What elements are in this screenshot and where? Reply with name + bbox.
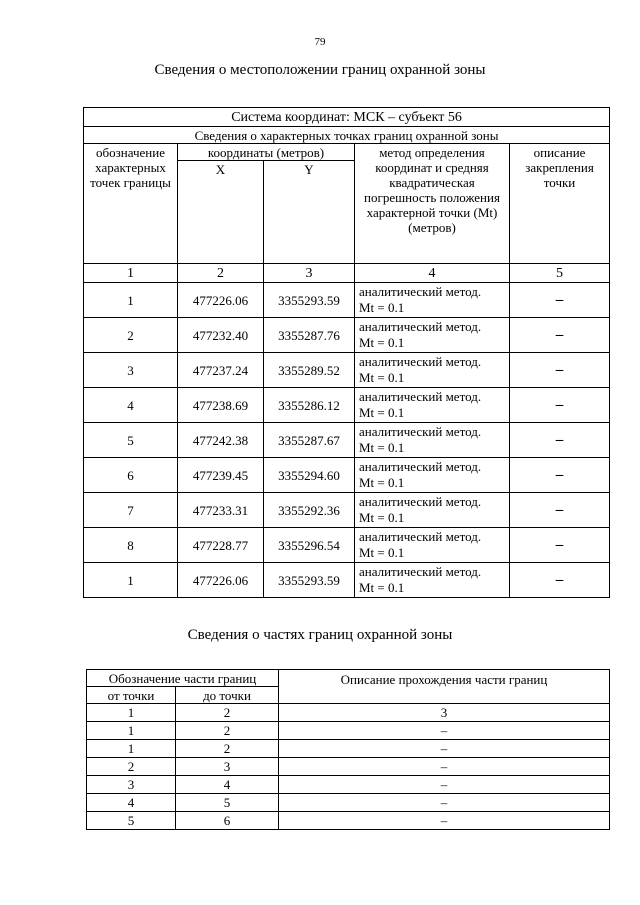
to-cell: 3: [176, 758, 279, 776]
x-cell: 477232.40: [178, 318, 264, 353]
point-cell: 8: [84, 528, 178, 563]
table-row: [84, 458, 610, 493]
y-cell: 3355286.12: [264, 388, 355, 423]
index-cell: 2: [178, 264, 264, 283]
method-accuracy: Mt = 0.1: [359, 370, 405, 385]
part-description-cell: –: [279, 758, 610, 776]
to-cell: 5: [176, 794, 279, 812]
x-cell: 477242.38: [178, 423, 264, 458]
from-cell: 5: [87, 812, 176, 830]
x-cell: 477239.45: [178, 458, 264, 493]
method-text: аналитический метод.: [359, 459, 482, 474]
method-accuracy: Mt = 0.1: [359, 510, 405, 525]
y-cell: 3355292.36: [264, 493, 355, 528]
method-text: аналитический метод.: [359, 564, 482, 579]
part-description-cell: –: [279, 740, 610, 758]
column-index-row: [87, 704, 610, 722]
section-heading-parts: Сведения о частях границ охранной зоны: [187, 627, 453, 643]
method-cell: [355, 388, 510, 423]
x-cell: 477226.06: [178, 283, 264, 318]
part-description-header: Описание прохождения части границ: [279, 670, 610, 704]
method-cell: [355, 528, 510, 563]
to-cell: 2: [176, 740, 279, 758]
index-cell: 1: [84, 264, 178, 283]
point-cell: 3: [84, 353, 178, 388]
x-cell: 477238.69: [178, 388, 264, 423]
column-index-row: [84, 264, 610, 283]
table-row: [84, 353, 610, 388]
method-header: метод определения координат и средняя квадратическая погрешность положения характерной точки (Mt) (метров): [355, 144, 510, 264]
x-header: X: [178, 161, 264, 264]
points-title-cell: Сведения о характерных точках границ охранной зоны: [84, 127, 610, 144]
to-cell: 2: [176, 722, 279, 740]
index-cell: 2: [176, 704, 279, 722]
table-row: [84, 318, 610, 353]
x-cell: 477228.77: [178, 528, 264, 563]
point-cell: 2: [84, 318, 178, 353]
description-cell: –: [510, 458, 610, 493]
description-cell: –: [510, 283, 610, 318]
description-cell: –: [510, 353, 610, 388]
method-cell: [355, 563, 510, 598]
table-row: [84, 528, 610, 563]
method-accuracy: Mt = 0.1: [359, 545, 405, 560]
table-row: [87, 740, 610, 758]
from-cell: 1: [87, 740, 176, 758]
method-text: аналитический метод.: [359, 529, 482, 544]
method-accuracy: Mt = 0.1: [359, 580, 405, 595]
method-text: аналитический метод.: [359, 319, 482, 334]
table-row: [84, 493, 610, 528]
table-row: [87, 722, 610, 740]
y-cell: 3355294.60: [264, 458, 355, 493]
from-point-header: от точки: [87, 687, 176, 704]
boundary-parts-table: [86, 669, 610, 830]
method-accuracy: Mt = 0.1: [359, 475, 405, 490]
description-cell: –: [510, 493, 610, 528]
part-description-cell: –: [279, 776, 610, 794]
method-text: аналитический метод.: [359, 284, 482, 299]
method-accuracy: Mt = 0.1: [359, 440, 405, 455]
table-row: [84, 388, 610, 423]
from-cell: 2: [87, 758, 176, 776]
from-cell: 3: [87, 776, 176, 794]
x-cell: 477226.06: [178, 563, 264, 598]
method-cell: [355, 318, 510, 353]
y-cell: 3355296.54: [264, 528, 355, 563]
index-cell: 3: [279, 704, 610, 722]
method-cell: [355, 493, 510, 528]
point-cell: 1: [84, 563, 178, 598]
description-cell: –: [510, 423, 610, 458]
to-point-header: до точки: [176, 687, 279, 704]
part-description-cell: –: [279, 794, 610, 812]
method-accuracy: Mt = 0.1: [359, 405, 405, 420]
from-cell: 1: [87, 722, 176, 740]
from-cell: 4: [87, 794, 176, 812]
method-cell: [355, 283, 510, 318]
method-text: аналитический метод.: [359, 389, 482, 404]
y-cell: 3355289.52: [264, 353, 355, 388]
table-row: [87, 812, 610, 830]
y-cell: 3355293.59: [264, 283, 355, 318]
coordinate-system-cell: Система координат: МСК – субъект 56: [84, 108, 610, 127]
page-number: 79: [314, 36, 326, 48]
method-cell: [355, 353, 510, 388]
x-cell: 477237.24: [178, 353, 264, 388]
table-row: [84, 283, 610, 318]
method-text: аналитический метод.: [359, 354, 482, 369]
description-cell: –: [510, 318, 610, 353]
index-cell: 3: [264, 264, 355, 283]
index-cell: 1: [87, 704, 176, 722]
point-cell: 7: [84, 493, 178, 528]
method-accuracy: Mt = 0.1: [359, 300, 405, 315]
part-description-cell: –: [279, 722, 610, 740]
designation-header: обозначение характерных точек границы: [84, 144, 178, 264]
method-accuracy: Mt = 0.1: [359, 335, 405, 350]
method-cell: [355, 423, 510, 458]
part-description-cell: –: [279, 812, 610, 830]
index-cell: 4: [355, 264, 510, 283]
part-header: Обозначение части границ: [87, 670, 279, 687]
method-text: аналитический метод.: [359, 424, 482, 439]
y-cell: 3355287.67: [264, 423, 355, 458]
description-cell: –: [510, 563, 610, 598]
table-row: [87, 776, 610, 794]
point-cell: 1: [84, 283, 178, 318]
y-cell: 3355293.59: [264, 563, 355, 598]
table-row: [87, 794, 610, 812]
description-cell: –: [510, 388, 610, 423]
description-header: описание закрепления точки: [510, 144, 610, 264]
y-cell: 3355287.76: [264, 318, 355, 353]
method-text: аналитический метод.: [359, 494, 482, 509]
point-cell: 4: [84, 388, 178, 423]
y-header: Y: [264, 161, 355, 264]
description-cell: –: [510, 528, 610, 563]
index-cell: 5: [510, 264, 610, 283]
method-cell: [355, 458, 510, 493]
table-row: [87, 758, 610, 776]
to-cell: 6: [176, 812, 279, 830]
to-cell: 4: [176, 776, 279, 794]
point-cell: 6: [84, 458, 178, 493]
point-cell: 5: [84, 423, 178, 458]
coordinates-header: координаты (метров): [178, 144, 355, 161]
table-row: [84, 423, 610, 458]
boundary-points-table: [83, 107, 610, 598]
section-heading-boundaries: Сведения о местоположении границ охранной зоны: [154, 62, 486, 78]
table-row: [84, 563, 610, 598]
x-cell: 477233.31: [178, 493, 264, 528]
